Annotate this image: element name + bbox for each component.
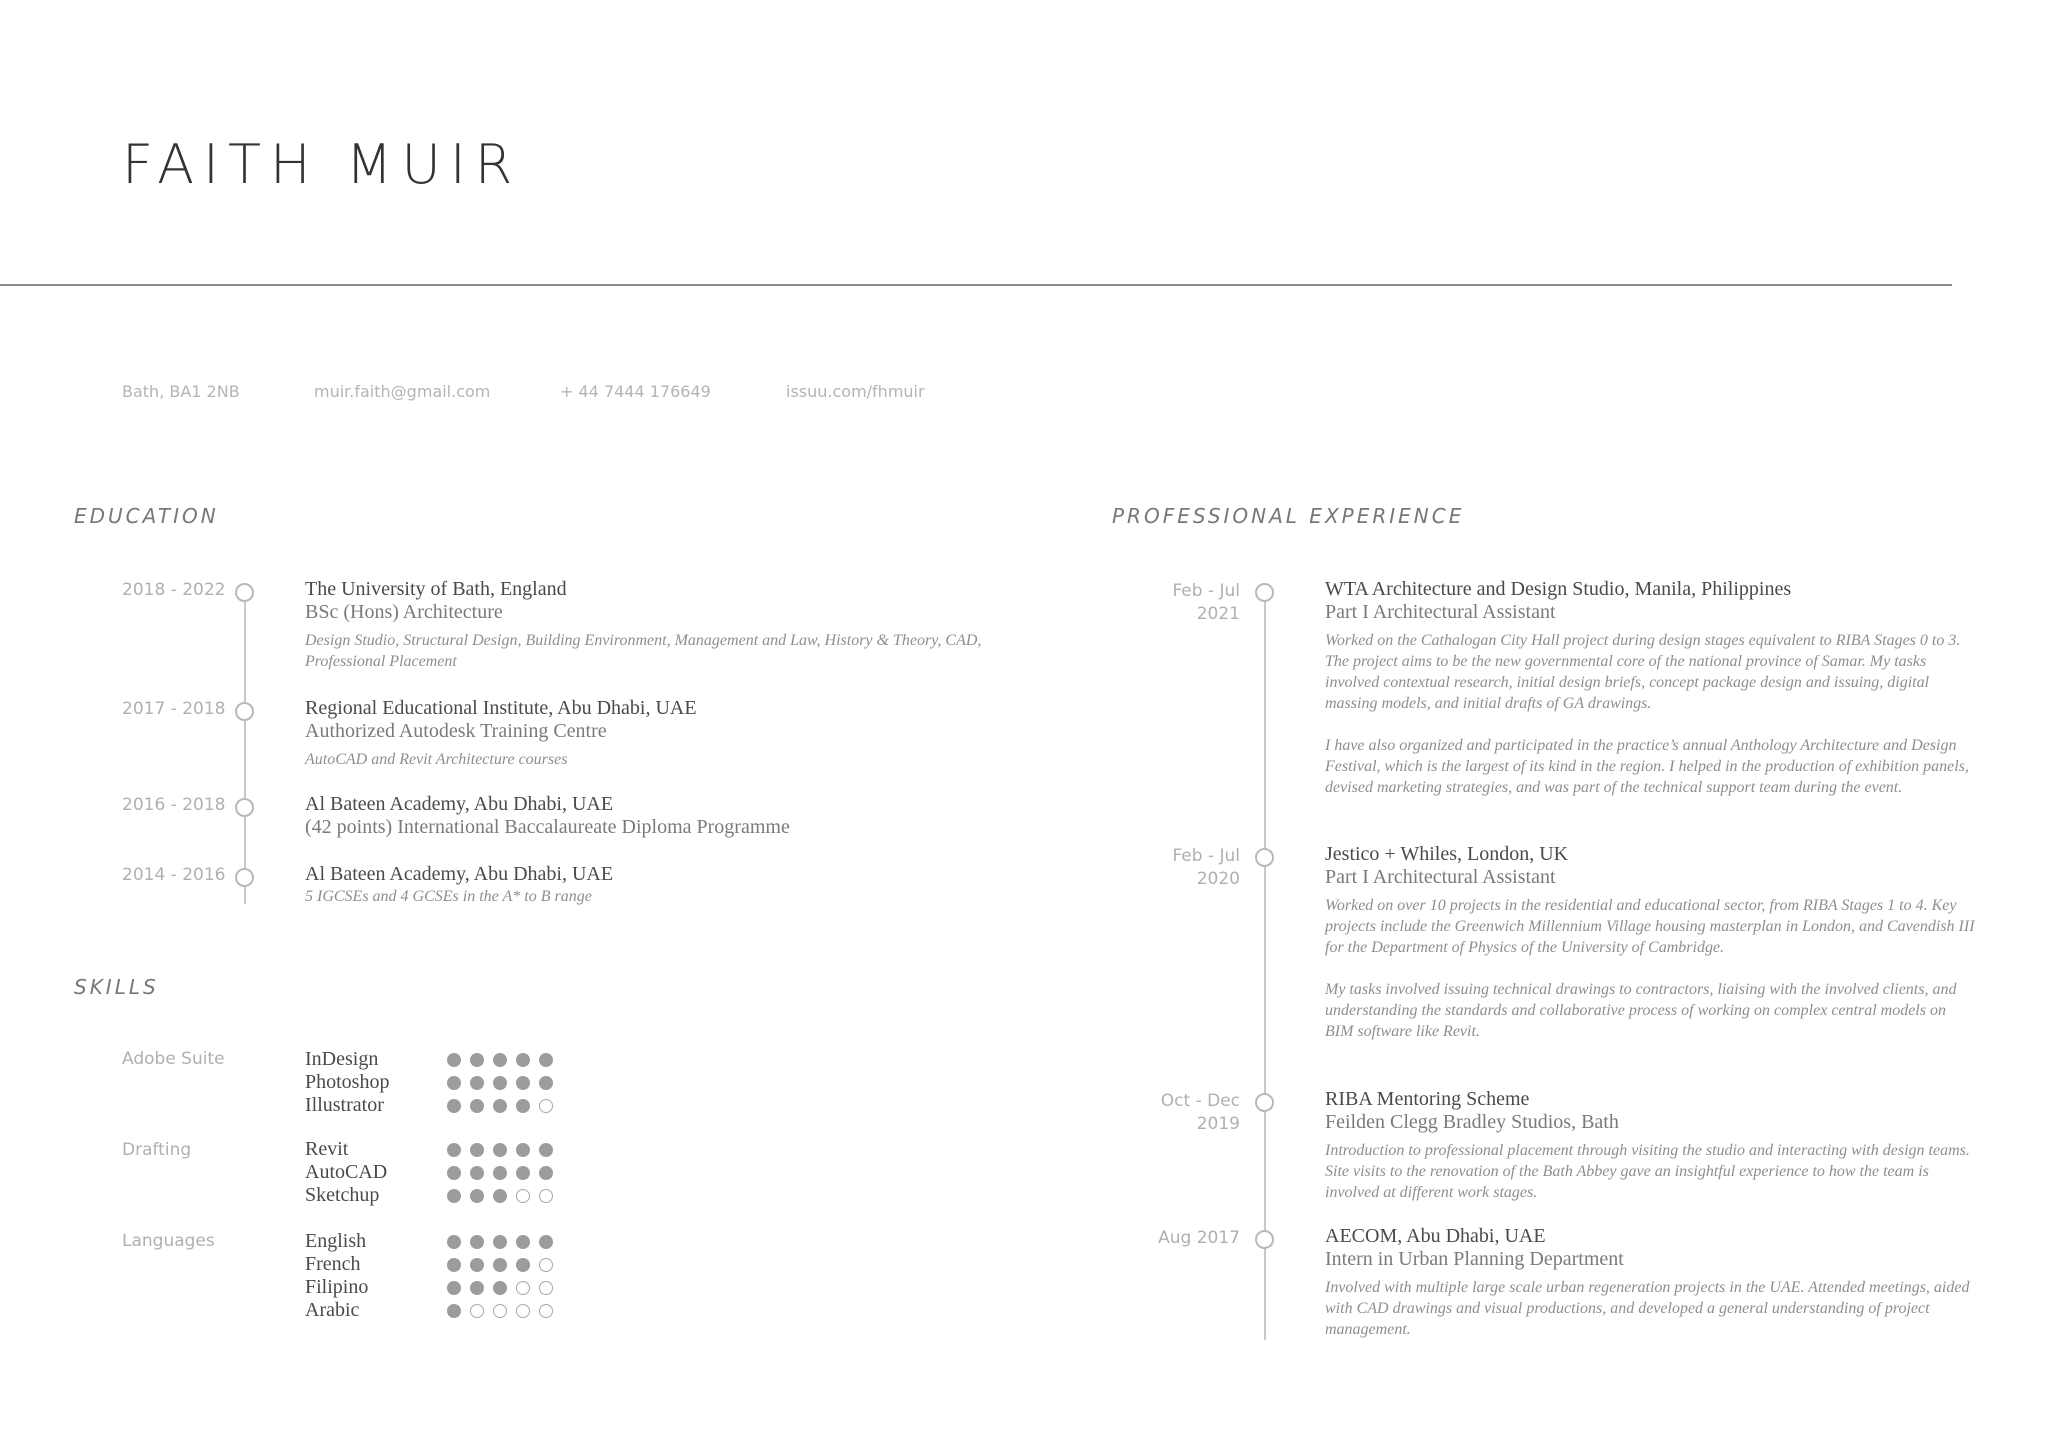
rating-dot-filled — [447, 1189, 461, 1203]
timeline-node — [235, 868, 254, 887]
experience-timeline — [1264, 590, 1266, 1340]
rating-dot-filled — [493, 1281, 507, 1295]
rating-dot-empty — [539, 1099, 553, 1113]
experience-description: Involved with multiple large scale urban regeneration projects in the UAE. Attended meetings, aided with CAD drawings and visual productions, and developed a general understanding of project management. — [1325, 1279, 1970, 1338]
experience-description: Introduction to professional placement through visiting the studio and interacting with design teams. Site visits to the renovation of the Bath Abbey gave an insightful experience to how the team is involved at different work stages. — [1325, 1142, 1970, 1201]
rating-dot-filled — [470, 1258, 484, 1272]
experience-date — [1120, 1227, 1240, 1250]
rating-dot-filled — [493, 1053, 507, 1067]
contact-bar — [0, 382, 1000, 406]
rating-dot-empty — [516, 1281, 530, 1295]
contact-phone[interactable]: + 44 7444 176649 — [560, 382, 711, 401]
timeline-node — [1255, 848, 1274, 867]
rating-dot-filled — [493, 1076, 507, 1090]
rating-dot-filled — [470, 1053, 484, 1067]
contact-address: Bath, BA1 2NB — [122, 382, 240, 401]
rating-dot-filled — [470, 1076, 484, 1090]
experience-heading: PROFESSIONAL EXPERIENCE — [1112, 504, 1465, 528]
experience-role: Feilden Clegg Bradley Studios, Bath — [1325, 1111, 1619, 1133]
education-qualification: BSc (Hons) Architecture — [305, 601, 503, 623]
rating-dot-empty — [539, 1189, 553, 1203]
skill-row — [305, 1161, 565, 1184]
rating-dot-empty — [516, 1304, 530, 1318]
timeline-node — [235, 583, 254, 602]
skill-name: Illustrator — [305, 1094, 384, 1116]
rating-dot-filled — [447, 1053, 461, 1067]
education-date: 2014 - 2016 — [122, 865, 226, 885]
rating-dot-filled — [493, 1189, 507, 1203]
timeline-node — [1255, 583, 1274, 602]
skill-name: Photoshop — [305, 1071, 390, 1093]
timeline-node — [235, 702, 254, 721]
experience-entry — [1325, 1088, 1975, 1203]
header-divider — [0, 284, 1952, 286]
skill-name: Arabic — [305, 1299, 360, 1321]
rating-dot-empty — [539, 1304, 553, 1318]
skill-name: Sketchup — [305, 1184, 380, 1206]
skill-name: AutoCAD — [305, 1161, 388, 1183]
rating-dot-filled — [447, 1076, 461, 1090]
education-description: AutoCAD and Revit Architecture courses — [305, 751, 568, 768]
skill-name: InDesign — [305, 1048, 379, 1070]
rating-dot-filled — [539, 1235, 553, 1249]
experience-date-line: 2019 — [1196, 1114, 1240, 1134]
experience-description: Worked on over 10 projects in the residential and educational sector, from RIBA Stages 1 to 4. Key projects include the Greenwich Millennium Village housing masterplan in London, and Cavendish III for the Department of Physics of the University of Cambridge. — [1325, 897, 1975, 956]
experience-description: Worked on the Cathalogan City Hall project during design stages equivalent to RIBA Stages 0 to 3. The project aims to be the new governmental core of the national province of Samar. My tasks involved contextual research, initial design briefs, concept package design and issuing, digital massing models, and initial drafts of GA drawings. — [1325, 632, 1961, 712]
contact-website[interactable]: issuu.com/fhmuir — [786, 382, 925, 401]
rating-dot-filled — [493, 1166, 507, 1180]
education-entry — [305, 697, 1065, 770]
experience-date-line: Feb - Jul — [1172, 581, 1240, 601]
experience-date — [1120, 1090, 1240, 1136]
experience-entry — [1325, 843, 1975, 1042]
rating-dot-filled — [516, 1166, 530, 1180]
skill-row — [305, 1138, 565, 1161]
rating-dot-filled — [447, 1235, 461, 1249]
experience-role: Part I Architectural Assistant — [1325, 866, 1556, 888]
education-entry — [305, 578, 1065, 672]
rating-dot-filled — [516, 1076, 530, 1090]
education-qualification: (42 points) International Baccalaureate Diploma Programme — [305, 816, 790, 838]
rating-dot-filled — [447, 1281, 461, 1295]
skill-row — [305, 1276, 565, 1299]
skill-name: English — [305, 1230, 367, 1252]
rating-dot-filled — [470, 1099, 484, 1113]
skill-category: Languages — [122, 1231, 215, 1251]
education-entry — [305, 793, 1065, 839]
education-entry — [305, 863, 1065, 907]
experience-date-line: Oct - Dec — [1160, 1091, 1240, 1111]
contact-email[interactable]: muir.faith@gmail.com — [314, 382, 491, 401]
rating-dot-filled — [493, 1258, 507, 1272]
rating-dot-filled — [493, 1143, 507, 1157]
rating-dot-filled — [470, 1166, 484, 1180]
education-timeline — [244, 590, 246, 904]
rating-dot-filled — [447, 1258, 461, 1272]
skill-row — [305, 1299, 565, 1322]
education-institution: The University of Bath, England — [305, 578, 567, 600]
resume-name: FAITH MUIR — [122, 133, 522, 196]
rating-dot-filled — [516, 1143, 530, 1157]
rating-dot-empty — [493, 1304, 507, 1318]
rating-dot-filled — [493, 1099, 507, 1113]
experience-company: RIBA Mentoring Scheme — [1325, 1088, 1530, 1110]
education-institution: Regional Educational Institute, Abu Dhabi, UAE — [305, 697, 697, 719]
rating-dot-filled — [516, 1258, 530, 1272]
rating-dot-filled — [516, 1053, 530, 1067]
timeline-node — [1255, 1093, 1274, 1112]
experience-date-line: 2020 — [1196, 869, 1240, 889]
rating-dot-empty — [539, 1258, 553, 1272]
experience-company: AECOM, Abu Dhabi, UAE — [1325, 1225, 1546, 1247]
experience-description: I have also organized and participated in the practice’s annual Anthology Architecture and Design Festival, which is the largest of its kind in the region. I helped in the production of exhibition panels, devised marketing strategies, and was part of the technical support team during the event. — [1325, 737, 1969, 796]
education-institution: Al Bateen Academy, Abu Dhabi, UAE — [305, 863, 614, 885]
rating-dot-filled — [516, 1235, 530, 1249]
education-date: 2018 - 2022 — [122, 580, 226, 600]
rating-dot-filled — [447, 1304, 461, 1318]
rating-dot-filled — [447, 1143, 461, 1157]
rating-dot-filled — [539, 1166, 553, 1180]
rating-dot-filled — [539, 1076, 553, 1090]
rating-dot-empty — [470, 1304, 484, 1318]
skill-row — [305, 1230, 565, 1253]
rating-dot-empty — [539, 1281, 553, 1295]
rating-dot-filled — [539, 1053, 553, 1067]
education-qualification: Authorized Autodesk Training Centre — [305, 720, 607, 742]
skill-row — [305, 1048, 565, 1071]
rating-dot-filled — [470, 1235, 484, 1249]
skill-row — [305, 1184, 565, 1207]
experience-date-line: 2021 — [1196, 604, 1240, 624]
experience-date — [1120, 845, 1240, 891]
experience-description: My tasks involved issuing technical drawings to contractors, liaising with the involved clients, and understanding the standards and collaborative process of working on complex central models on BIM software like Revit. — [1325, 981, 1957, 1040]
skill-row — [305, 1071, 565, 1094]
rating-dot-filled — [470, 1281, 484, 1295]
rating-dot-filled — [470, 1143, 484, 1157]
timeline-node — [235, 798, 254, 817]
education-description: Design Studio, Structural Design, Building Environment, Management and Law, History & Theory, CAD, Professional Placement — [305, 632, 982, 670]
skills-heading: SKILLS — [74, 975, 159, 999]
skill-category: Adobe Suite — [122, 1049, 225, 1069]
experience-role: Intern in Urban Planning Department — [1325, 1248, 1624, 1270]
skill-name: Revit — [305, 1138, 349, 1160]
experience-date — [1120, 580, 1240, 626]
experience-entry — [1325, 1225, 1975, 1340]
skill-row — [305, 1094, 565, 1117]
rating-dot-empty — [516, 1189, 530, 1203]
rating-dot-filled — [447, 1166, 461, 1180]
experience-date-line: Feb - Jul — [1172, 846, 1240, 866]
experience-entry — [1325, 578, 1975, 798]
education-institution: Al Bateen Academy, Abu Dhabi, UAE — [305, 793, 614, 815]
experience-date-line: Aug 2017 — [1158, 1228, 1240, 1248]
skill-row — [305, 1253, 565, 1276]
education-heading: EDUCATION — [74, 504, 219, 528]
skill-name: Filipino — [305, 1276, 369, 1298]
education-description: 5 IGCSEs and 4 GCSEs in the A* to B range — [305, 888, 592, 905]
education-date: 2016 - 2018 — [122, 795, 226, 815]
experience-role: Part I Architectural Assistant — [1325, 601, 1556, 623]
rating-dot-filled — [447, 1099, 461, 1113]
rating-dot-filled — [539, 1143, 553, 1157]
timeline-node — [1255, 1230, 1274, 1249]
experience-company: Jestico + Whiles, London, UK — [1325, 843, 1569, 865]
education-date: 2017 - 2018 — [122, 699, 226, 719]
skill-category: Drafting — [122, 1140, 192, 1160]
experience-company: WTA Architecture and Design Studio, Manila, Philippines — [1325, 578, 1792, 600]
rating-dot-filled — [493, 1235, 507, 1249]
rating-dot-filled — [470, 1189, 484, 1203]
rating-dot-filled — [516, 1099, 530, 1113]
skill-name: French — [305, 1253, 361, 1275]
